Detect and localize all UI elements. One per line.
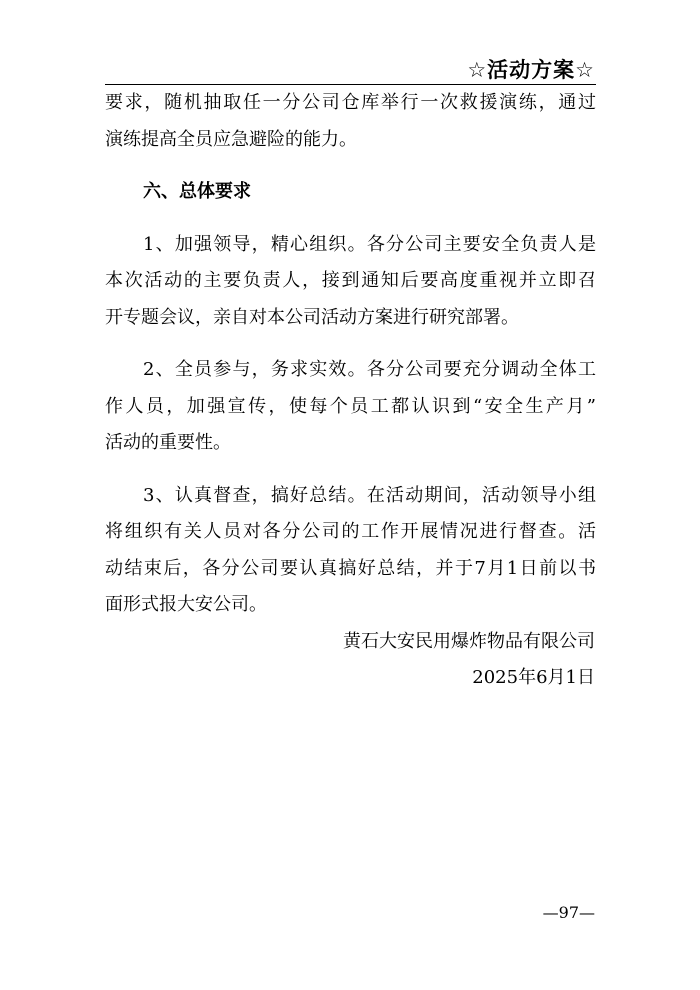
body-line: 将组织有关人员对各分公司的工作开展情况进行督查。活 <box>105 521 596 542</box>
body-line: 演练提高全员应急避险的能力。 <box>105 128 357 150</box>
body-line: 面形式报大安公司。 <box>105 594 267 615</box>
document-body <box>105 85 596 624</box>
body-line: 2、全员参与，务求实效。各分公司要充分调动全体工 <box>143 359 596 380</box>
body-line: 要求，随机抽取任一分公司仓库举行一次救援演练，通过 <box>105 92 596 113</box>
requirement-item <box>105 227 596 337</box>
body-line: 1、加强领导，精心组织。各分公司主要安全负责人是 <box>143 233 596 255</box>
page-number: —97— <box>542 903 595 922</box>
body-line: 开专题会议，亲自对本公司活动方案进行研究部署。 <box>105 306 519 328</box>
paragraph-gap <box>105 211 596 227</box>
issuing-organization: 黄石大安民用爆炸物品有限公司 <box>343 631 595 652</box>
body-line: 作人员，加强宣传，使每个员工都认识到“安全生产月” <box>105 395 596 417</box>
paragraph-gap <box>105 336 596 352</box>
paragraph-gap <box>105 158 596 174</box>
body-line: 本次活动的主要负责人，接到通知后要高度重视并立即召 <box>105 270 596 291</box>
document-header-title: ☆活动方案☆ <box>467 58 595 82</box>
body-line: 动结束后，各分公司要认真搞好总结，并于7月1日前以书 <box>105 557 596 579</box>
requirement-item <box>105 352 596 462</box>
section-heading: 六、总体要求 <box>143 181 251 202</box>
issue-date: 2025年6月1日 <box>472 667 595 688</box>
body-line: 活动的重要性。 <box>105 432 231 453</box>
body-line: 3、认真督查，搞好总结。在活动期间，活动领导小组 <box>143 484 596 506</box>
requirement-item <box>105 478 596 624</box>
signature-block <box>343 624 595 696</box>
paragraph-gap <box>105 462 596 478</box>
